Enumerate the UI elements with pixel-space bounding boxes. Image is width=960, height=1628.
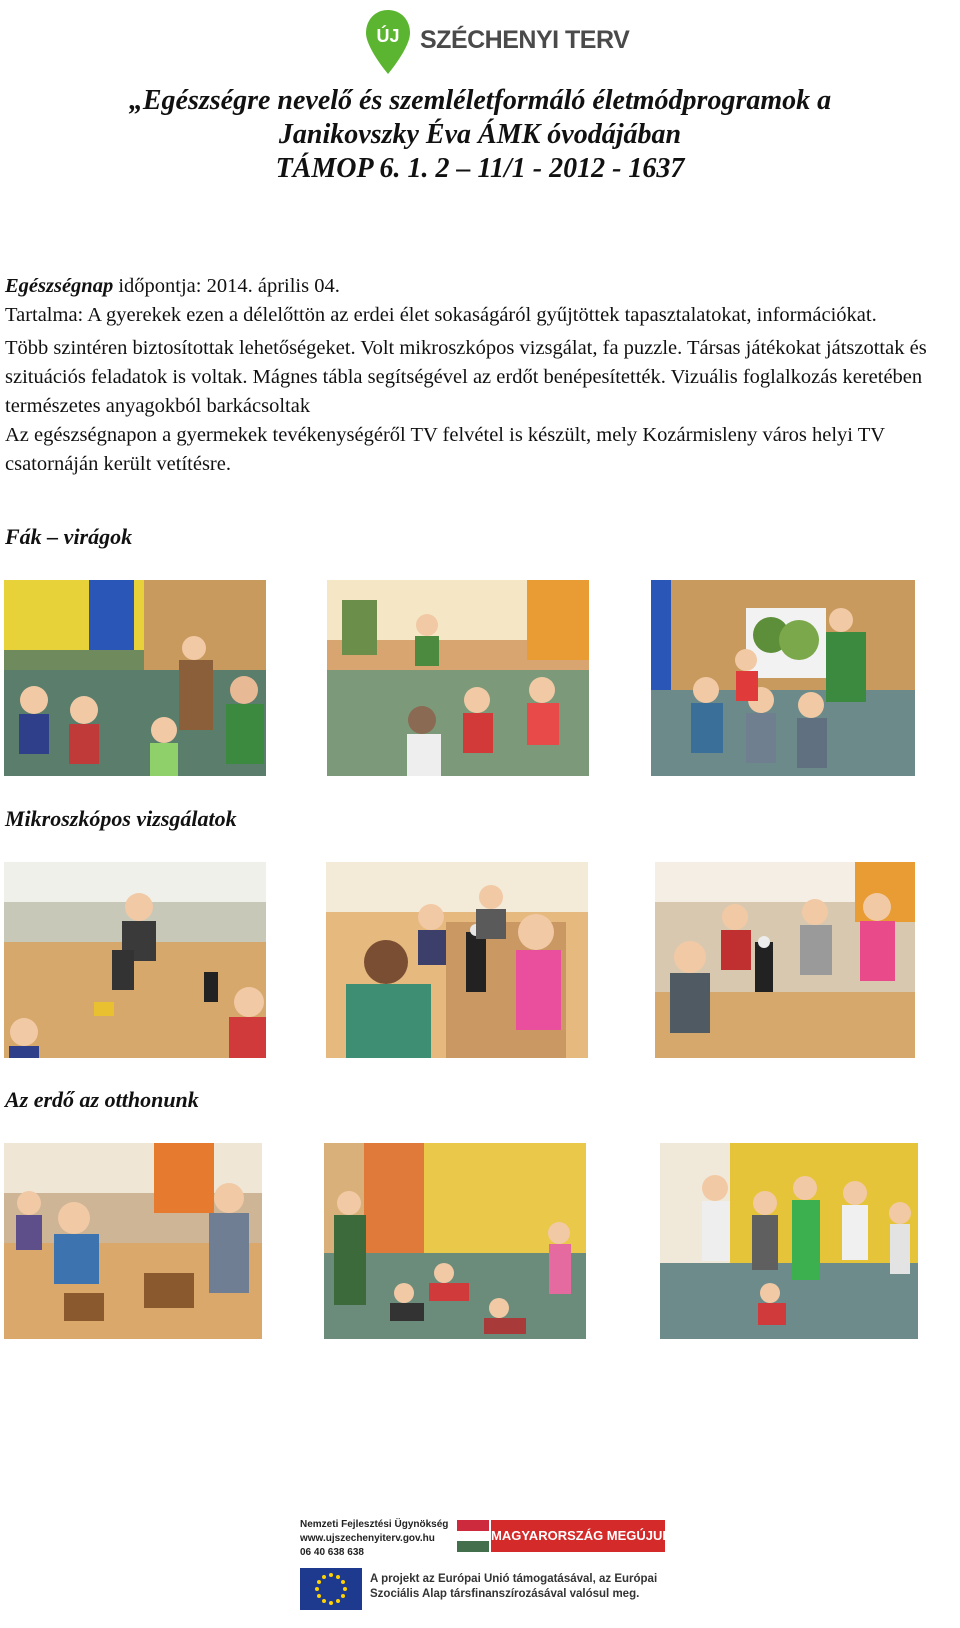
photo-trees-1 bbox=[4, 580, 266, 776]
logo-brand-text: SZÉCHENYI TERV bbox=[420, 26, 630, 54]
eu-support-line-2: Szociális Alap társfinanszírozásával valósul meg. bbox=[370, 1588, 640, 1600]
eu-support-text bbox=[370, 1572, 670, 1602]
photo-trees-2 bbox=[327, 580, 589, 776]
uj-pin-icon bbox=[364, 8, 412, 76]
footer-logos bbox=[275, 1500, 671, 1618]
title-line-3: TÁMOP 6. 1. 2 – 11/1 - 2012 - 1637 bbox=[275, 153, 685, 184]
hungarian-flag-icon bbox=[457, 1520, 489, 1552]
document-title bbox=[0, 84, 960, 186]
agency-name: Nemzeti Fejlesztési Ügynökség bbox=[300, 1519, 449, 1530]
photo-forest-3 bbox=[660, 1143, 918, 1339]
photo-microscope-2 bbox=[326, 862, 588, 1058]
paragraph-tv: Az egészségnapon a gyermekek tevékenységéről TV felvétel is készült, mely Kozármisleny város helyi TV csatornáján került vetítésre. bbox=[5, 424, 885, 475]
section-heading-microscope: Mikroszkópos vizsgálatok bbox=[5, 806, 237, 831]
eu-flag-icon bbox=[300, 1568, 362, 1610]
title-line-2: Janikovszky Éva ÁMK óvodájában bbox=[278, 119, 682, 150]
photo-forest-1 bbox=[4, 1143, 262, 1339]
photo-microscope-1 bbox=[4, 862, 266, 1058]
photo-trees-3 bbox=[651, 580, 915, 776]
logo-mark-text: ÚJ bbox=[376, 26, 400, 46]
date-value: időpontja: 2014. április 04. bbox=[113, 275, 340, 297]
title-line-1: „Egészségre nevelő és szemléletformáló életmódprogramok a bbox=[128, 85, 832, 116]
photo-microscope-3 bbox=[655, 862, 915, 1058]
agency-website: www.ujszechenyiterv.gov.hu bbox=[300, 1533, 435, 1544]
date-label: Egészségnap bbox=[5, 275, 114, 297]
eu-support-line-1: A projekt az Európai Unió támogatásával, az Európai bbox=[370, 1573, 658, 1585]
section-heading-trees: Fák – virágok bbox=[5, 524, 133, 549]
section-heading-forest-home: Az erdő az otthonunk bbox=[5, 1087, 199, 1112]
slogan-banner: MAGYARORSZÁG MEGÚJUL bbox=[491, 1520, 665, 1552]
szechenyi-terv-logo bbox=[360, 6, 630, 80]
date-line bbox=[5, 272, 955, 301]
photo-forest-2 bbox=[324, 1143, 586, 1339]
paragraph-activities: Több szintéren biztosítottak lehetőségeket. Volt mikroszkópos vizsgálat, fa puzzle. Társas játékokat játszottak és szituációs feladatok is voltak. Mágnes tábla segítségével az erdőt benépesítették. Vizuális foglalkozás keretében természetes anyagokból barkácsoltak bbox=[5, 337, 927, 417]
paragraph-content: Tartalma: A gyerekek ezen a délelőttön az erdei élet sokaságáról gyűjtöttek tapasztalatokat, információkat. bbox=[5, 304, 877, 326]
agency-phone: 06 40 638 638 bbox=[300, 1547, 364, 1558]
body-text bbox=[5, 272, 955, 479]
agency-block bbox=[300, 1518, 448, 1560]
